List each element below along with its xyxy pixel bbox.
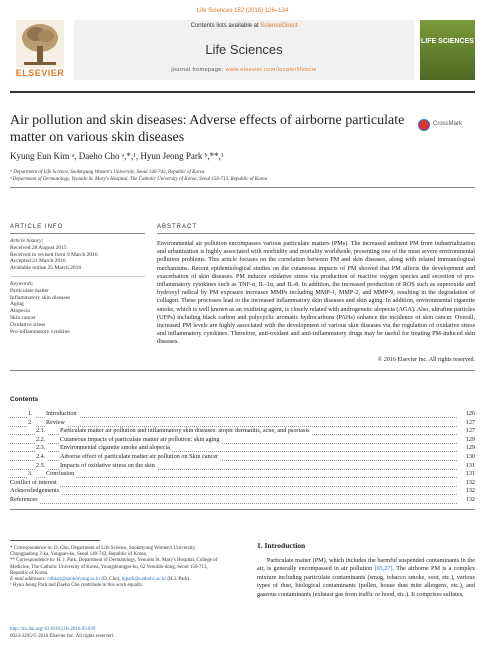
toc-row[interactable]: [10, 470, 475, 479]
keywords-label: Keywords:: [10, 281, 34, 287]
journal-cover-image: [420, 20, 475, 80]
footnotes: [10, 546, 225, 589]
keyword: Alopecia: [10, 308, 30, 315]
toc-leader: [10, 487, 457, 495]
keywords-list: [10, 281, 70, 335]
history-label: Article history:: [10, 238, 44, 244]
keyword: Particulate matter: [10, 287, 49, 294]
citation-link[interactable]: [65,27]: [374, 565, 393, 573]
cover-title: LIFE SCIENCES: [421, 38, 474, 45]
toc-number: 1.: [28, 410, 33, 417]
contents-bottom-rule: [10, 509, 475, 510]
toc-number: 2.4.: [36, 452, 46, 460]
contents-available: [74, 23, 414, 29]
toc-label: Acknowledgements: [10, 487, 60, 495]
doi-link[interactable]: http://dx.doi.org/10.1016/j.lfs.2016.03.039: [10, 627, 96, 632]
toc-label: Environmental cigarette smoke and alopecia: [60, 444, 170, 452]
publisher-name: ELSEVIER: [15, 68, 65, 78]
article-info-heading: ARTICLE INFO: [10, 224, 64, 230]
toc-page: 132: [465, 478, 475, 486]
history-revised: Received in revised form 9 March 2016: [10, 251, 98, 258]
homepage-prefix: journal homepage:: [171, 67, 226, 73]
keyword: Oxidative stress: [10, 321, 46, 328]
toc-page: 130: [465, 452, 475, 460]
toc-page: 131: [465, 470, 475, 478]
email-suffix-2: (H.J. Park).: [166, 577, 191, 583]
crossmark-icon: [418, 119, 430, 131]
history-online: Available online 25 March 2016: [10, 265, 82, 272]
abstract-text: Environmental air pollution encompasses various particulate matters (PMs). The increased ambient PM from industrialization and urbanization is highly associated with morbidity and mortality worldwide, presenting one of the most severe environmental pollution problems. This article focuses on the correlation between PM and skin diseases, along with related immunological mechanisms. Recent epidemiological studies on the cutaneous impacts of PM showed that PM affects the development and exacerbation of skin diseases. PM induces oxidative stress via production of reactive oxygen species and secretion of pro-inflammatory cytokines such as TNF-α, IL-1α, and IL-8. In addition, the increased production of ROS such as superoxide and hydroxyl radical by PM exposure increases MMPs including MMP-1, MMP-2, and MMP-9, resulting in the degradation of collagen. These processes lead to the increased inflammatory skin diseases and skin aging. In addition, environmental cigarette smoke, which is well known as an oxidizing agent, is closely related with androgenetic alopecia (AGA). Also, ultrafine particles (UFPs) including black carbon and polycyclic aromatic hydrocarbons (PAHs) enhance the incidence of skin cancer. Overall, increased PM levels are highly associated with the development of various skin diseases via the regulation of oxidative stress and inflammatory cytokines. Therefore, anti-oxidant and anti-inflammatory drugs may be useful for treating PM-induced skin diseases.: [157, 240, 475, 346]
toc-page: 132: [465, 487, 475, 495]
contents-heading: Contents: [10, 396, 39, 403]
footnote-correspondence-2: ** Correspondence to: H. J. Park, Department of Dermatology, Yeouido St. Mary's Hospital, College of Medicine, The Catholic University of Korea, Youngdeungpo-ku, 62 Yeouido-dong, Seoul 150-713, Republic of Korea.: [10, 558, 218, 576]
intro-part-1: Particulate matter (PM), which includes the harmful suspended contaminants in the air, is generally encompassed in air pollution: [257, 557, 475, 573]
toc-row[interactable]: [10, 436, 475, 445]
email-link-park[interactable]: hjpark@catholic.ac.kr: [121, 577, 167, 583]
sciencedirect-link[interactable]: ScienceDirect: [260, 23, 298, 29]
keyword: Aging: [10, 301, 24, 308]
toc-label: Conclusion: [46, 470, 75, 478]
toc-number: 2.: [28, 418, 33, 426]
keyword: Inflammatory skin diseases: [10, 294, 71, 301]
toc-row[interactable]: [10, 427, 475, 436]
toc-leader: [10, 479, 457, 487]
toc-row[interactable]: [10, 496, 475, 505]
footnote-rule: [10, 540, 100, 541]
toc-number: 3.: [28, 470, 33, 478]
toc-number: 2.2.: [36, 435, 46, 443]
affiliation-rule: [10, 187, 475, 188]
crossmark-badge[interactable]: [418, 118, 478, 134]
toc-leader: [10, 419, 457, 427]
crossmark-label: CrossMark: [433, 121, 463, 127]
toc-row[interactable]: [10, 453, 475, 462]
toc-number: 2.5.: [36, 461, 46, 469]
article-title: [10, 112, 410, 146]
title-line-1: Air pollution and skin diseases: Adverse effects of airborne particulate: [10, 113, 405, 128]
toc-row[interactable]: [10, 419, 475, 428]
email-suffix-1: (D. Cho),: [100, 577, 122, 583]
toc-label: Particulate matter air pollution and inflammatory skin diseases: atopic dermatitis, acne, and psoriasis: [60, 427, 310, 435]
keywords-rule: [10, 276, 145, 277]
masthead: [10, 20, 475, 88]
journal-title: Life Sciences: [205, 42, 283, 57]
history-accepted: Accepted 21 March 2016: [10, 258, 66, 265]
toc-page: 132: [465, 495, 475, 503]
journal-reference: Life Sciences 152 (2016) 126–134: [196, 8, 289, 14]
table-of-contents: [10, 410, 475, 505]
contents-prefix: Contents lists available at: [190, 23, 261, 29]
toc-label: Impacts of oxidative stress on the skin: [60, 461, 155, 469]
toc-page: 127: [465, 427, 475, 435]
toc-leader: [10, 496, 457, 504]
history-received: Received 28 August 2015: [10, 244, 67, 251]
homepage-link[interactable]: www.elsevier.com/locate/lifescie: [225, 67, 317, 73]
toc-row[interactable]: [10, 410, 475, 419]
toc-label: Review: [46, 418, 65, 426]
toc-number: 2.3.: [36, 444, 46, 452]
journal-banner: [74, 20, 414, 80]
author-list: Kyung Eun Kim ᵃ, Daeho Cho ᵃ,*,¹, Hyun Jeong Park ᵇ,**,¹: [10, 151, 224, 161]
toc-label: References: [10, 495, 38, 503]
elsevier-tree-icon: [16, 20, 64, 68]
toc-label: Introduction: [46, 410, 77, 417]
toc-number: 2.1.: [36, 427, 46, 435]
keyword: Pro-inflammatory cytokine: [10, 328, 70, 335]
journal-homepage: [74, 67, 414, 73]
toc-row[interactable]: [10, 487, 475, 496]
affiliation-a: ᵃ Department of Life Science, Sookmyung Women's University, Seoul 140-742, Republic of Korea: [10, 170, 205, 175]
email-link-cho[interactable]: cdhkor@sookmyung.ac.kr: [47, 577, 101, 583]
abstract-bottom-rule: [10, 370, 475, 371]
affiliation-b: ᵇ Department of Dermatology, Yeouido St. Mary's Hospital, The Catholic University of Korea, Seoul 150-713, Republic of Korea: [10, 177, 268, 182]
toc-row[interactable]: [10, 462, 475, 471]
abstract-rule: [157, 233, 475, 234]
introduction-heading: 1. Introduction: [257, 541, 306, 550]
toc-label: Cutaneous impacts of particulate matter air pollution: skin aging: [60, 435, 220, 443]
footnote-equal-contribution: ¹ Hyun Jeong Park and Daeho Cho contribute to this work equally.: [10, 583, 144, 589]
toc-row[interactable]: [10, 479, 475, 488]
title-line-2: matter on various skin diseases: [10, 130, 185, 145]
toc-page: 129: [465, 435, 475, 443]
toc-page: 129: [465, 444, 475, 452]
article-info-rule: [10, 233, 145, 234]
email-prefix: E-mail addresses:: [10, 577, 48, 583]
introduction-text: [257, 557, 475, 599]
abstract-copyright: © 2016 Elsevier Inc. All rights reserved.: [377, 357, 475, 363]
toc-page: 127: [465, 418, 475, 426]
toc-page: 126: [465, 410, 475, 417]
abstract-heading: ABSTRACT: [157, 224, 198, 230]
header-rule: [10, 91, 475, 93]
issn-line: 0024-3205/© 2016 Elsevier Inc. All rights reserved.: [10, 634, 115, 639]
elsevier-logo: [10, 20, 70, 80]
intro-part-2: . The airborne PM is a complex mixture including particulate contaminants (smog, tobacco smoke, soot, etc.), various types of dust, biological contaminants (pollen, house dust mite allergens, etc.), and gaseous contaminants (exhaust gas from traffic or hood, etc.). It comprises sulfates,: [257, 565, 475, 598]
toc-label: Adverse effect of particulate matter air pollution on Skin cancer: [60, 452, 219, 460]
keyword: Skin cancer: [10, 314, 36, 321]
toc-leader: [10, 470, 457, 478]
toc-page: 131: [465, 461, 475, 469]
article-history: [10, 238, 98, 272]
toc-label: Conflict of interest: [10, 478, 57, 486]
footnote-correspondence-1: * Correspondence to: D. Cho, Department of Life Science, Sookmyung Women's University, Chungpadong 2-ka, Yongsan-ku, Seoul 140-742, Republic of Korea.: [10, 546, 196, 558]
toc-row[interactable]: [10, 444, 475, 453]
